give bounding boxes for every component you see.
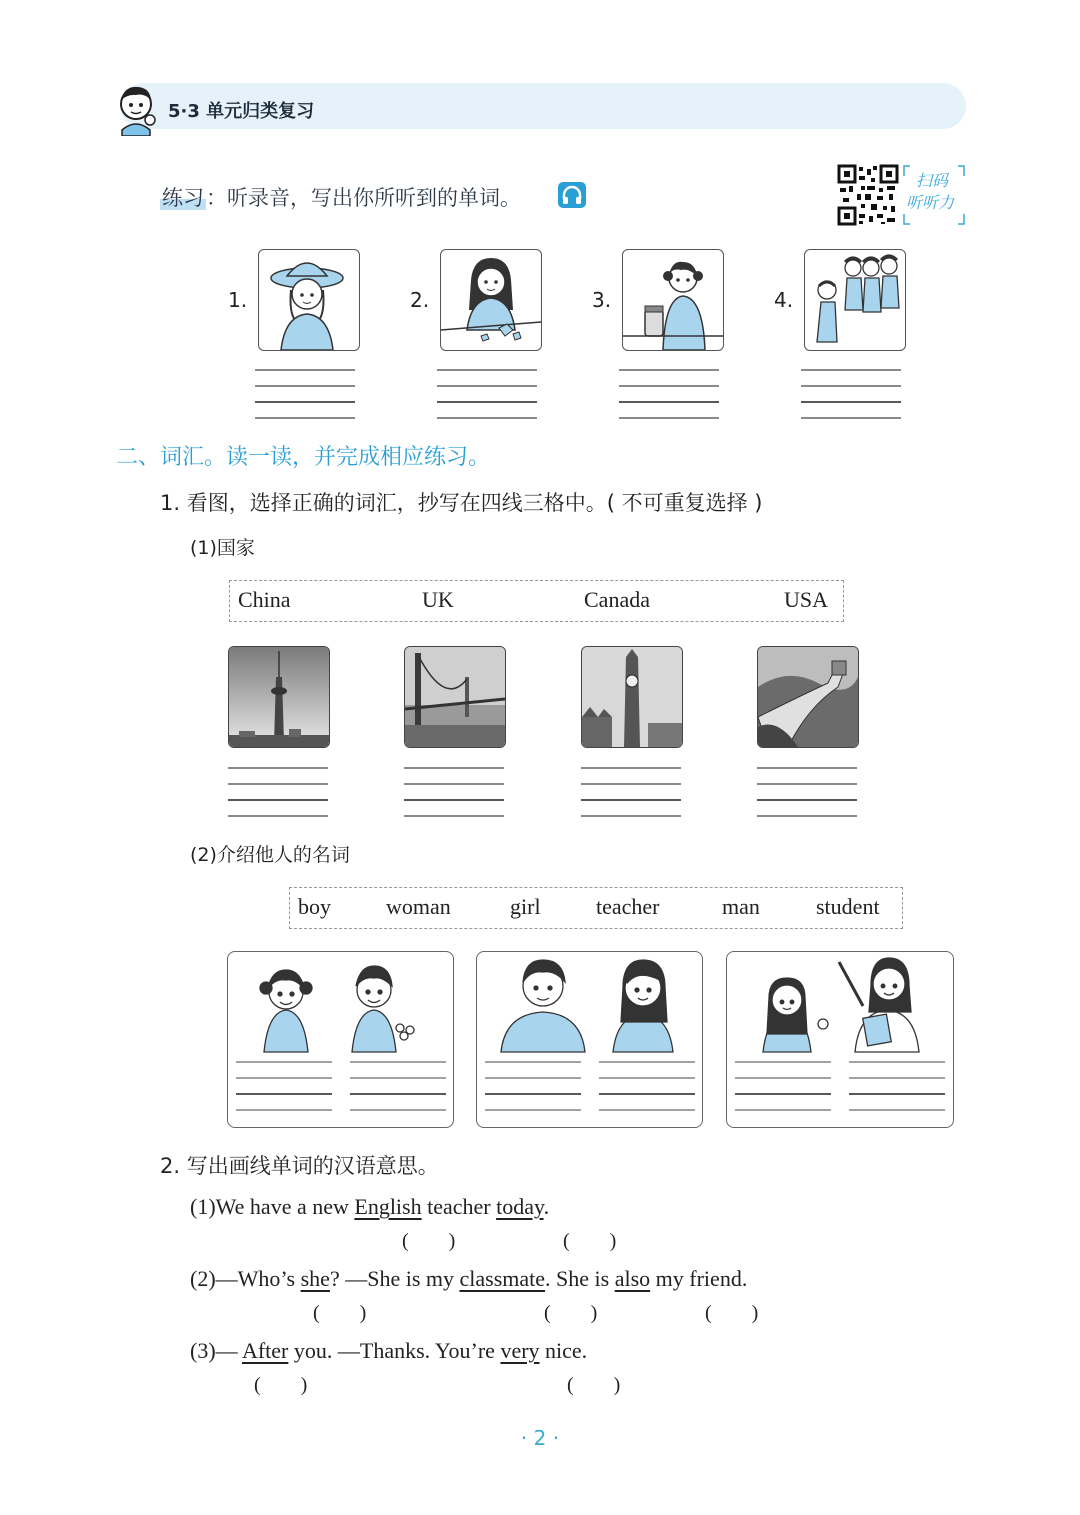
s2-part-a: —Who’s	[215, 1266, 301, 1291]
mascot-boy-icon	[110, 80, 166, 136]
s1-part-a: We have a new	[215, 1194, 355, 1219]
word-usa: USA	[784, 587, 829, 612]
word-uk: UK	[422, 587, 454, 612]
photo-cn-tower	[228, 646, 330, 748]
word-teacher: teacher	[596, 894, 660, 919]
item-number-2: 2.	[410, 288, 430, 312]
answer-blank[interactable]: ( )	[567, 1374, 621, 1396]
page-number: · 2 ·	[520, 1426, 560, 1450]
sentence-2	[190, 1266, 747, 1292]
scan-to-listen	[906, 170, 966, 214]
headphone-icon[interactable]	[558, 182, 586, 208]
photo-great-wall	[757, 646, 859, 748]
sentence-2-num: (2)	[190, 1266, 216, 1291]
answer-blank[interactable]: ( )	[705, 1302, 759, 1324]
practice-instruction	[160, 182, 521, 212]
s3-underlined-after: After	[241, 1338, 289, 1363]
s1-part-c: .	[543, 1194, 550, 1219]
answer-blank[interactable]: ( )	[313, 1302, 367, 1324]
question1-title: 1. 看图，选择正确的词汇，抄写在四线三格中。( 不可重复选择 )	[160, 491, 763, 515]
word-man: man	[722, 894, 760, 919]
word-china: China	[238, 587, 291, 612]
sentence-3	[190, 1338, 587, 1364]
panel-girl-boy	[227, 951, 454, 1128]
s2-underlined-classmate: classmate	[459, 1266, 546, 1291]
answer-blank[interactable]: ( )	[254, 1374, 308, 1396]
country-word-box	[229, 580, 844, 622]
writing-lines-row2	[228, 766, 860, 820]
answer-blank[interactable]: ( )	[563, 1230, 617, 1252]
scan-line2: 听听力	[906, 193, 955, 212]
people-word-box	[289, 887, 903, 929]
item-number-1: 1.	[228, 288, 248, 312]
answer-blank[interactable]: ( )	[544, 1302, 598, 1324]
s2-part-b: ? —She is my	[329, 1266, 460, 1291]
sentence-1-num: (1)	[190, 1194, 216, 1219]
s2-underlined-also: also	[614, 1266, 651, 1291]
panel-student-teacher	[726, 951, 954, 1128]
s3-part-c: nice.	[539, 1338, 588, 1363]
picture-girl-hat	[258, 249, 360, 351]
photo-big-ben	[581, 646, 683, 748]
practice-label: 练习	[162, 186, 204, 210]
sentence-3-num: (3)	[190, 1338, 216, 1363]
writing-lines-row1	[255, 368, 905, 424]
sub1-label: (1)国家	[190, 537, 255, 559]
panel-man-woman	[476, 951, 703, 1128]
s2-underlined-she: she	[300, 1266, 330, 1291]
s1-underlined-today: today	[496, 1194, 544, 1219]
s2-part-c: . She is	[545, 1266, 615, 1291]
word-girl: girl	[510, 894, 541, 919]
s1-underlined-english: English	[354, 1194, 422, 1219]
s3-part-a: —	[215, 1338, 242, 1363]
photo-golden-gate	[404, 646, 506, 748]
question2-title: 2. 写出画线单词的汉语意思。	[160, 1154, 439, 1178]
word-woman: woman	[386, 894, 451, 919]
picture-girl-puzzle	[440, 249, 542, 351]
scan-line1: 扫码	[916, 171, 949, 190]
item-number-3: 3.	[592, 288, 612, 312]
answer-blank[interactable]: ( )	[402, 1230, 456, 1252]
section-title: 二、词汇。读一读，并完成相应练习。	[116, 445, 491, 470]
item-number-4: 4.	[774, 288, 794, 312]
s2-part-d: my friend.	[650, 1266, 748, 1291]
picture-children-playing	[804, 249, 906, 351]
header-title: 5·3 单元归类复习	[168, 101, 315, 122]
practice-text: ：听录音，写出你所听到的单词。	[206, 186, 521, 210]
sub2-label: (2)介绍他人的名词	[190, 844, 350, 866]
word-canada: Canada	[584, 587, 650, 612]
picture-girl-jar	[622, 249, 724, 351]
word-student: student	[816, 894, 880, 919]
sentence-1	[190, 1194, 549, 1220]
qr-code-icon[interactable]	[837, 164, 899, 226]
s3-part-b: you. —Thanks. You’re	[288, 1338, 501, 1363]
s1-part-b: teacher	[421, 1194, 497, 1219]
word-boy: boy	[298, 894, 331, 919]
s3-underlined-very: very	[500, 1338, 540, 1363]
